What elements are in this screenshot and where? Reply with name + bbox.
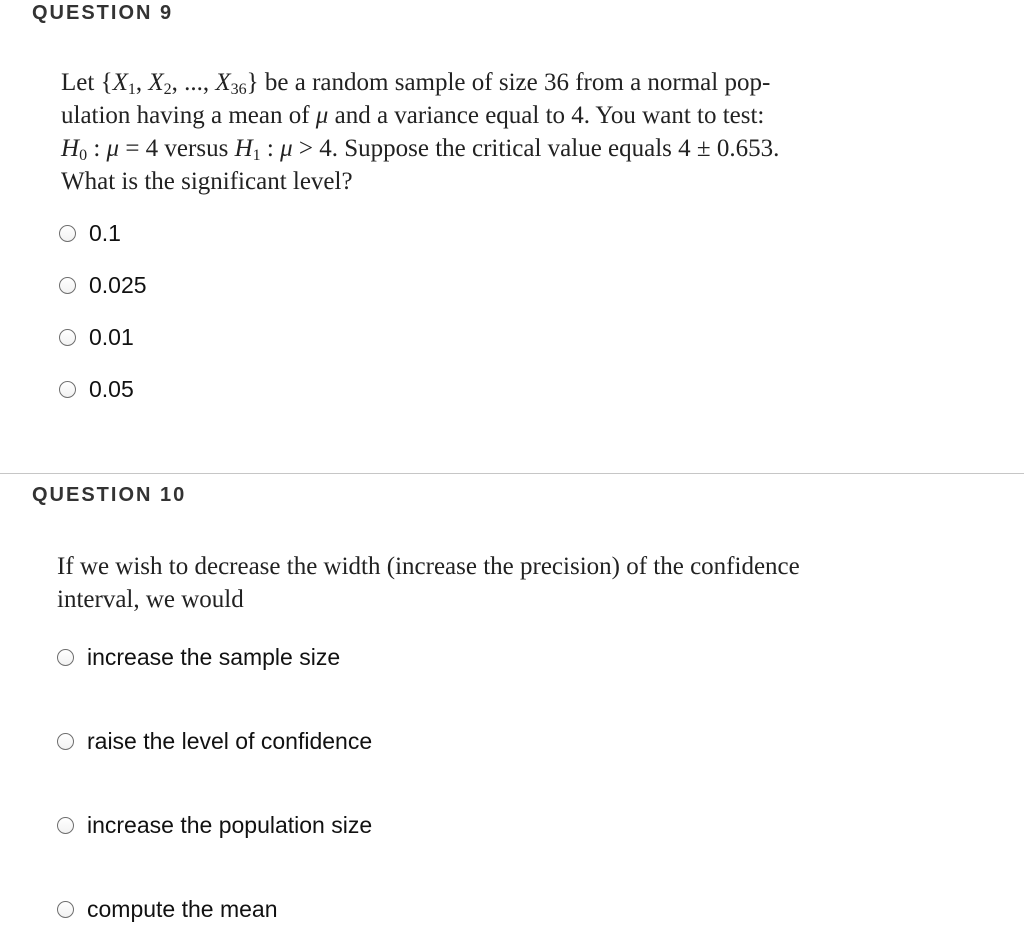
question-9-header: QUESTION 9 — [32, 2, 174, 24]
text-segment: > 4. Suppose the critical value equals 4 ± 0.653. — [292, 135, 780, 162]
question-10-text — [57, 550, 800, 616]
question-10-option-1[interactable] — [57, 644, 340, 671]
option-label: compute the mean — [87, 896, 278, 922]
text-segment: Let { — [61, 69, 113, 96]
section-divider — [0, 473, 1024, 474]
question-10-option-3[interactable] — [57, 812, 372, 839]
question-9-option-2[interactable] — [59, 272, 147, 299]
option-label: increase the population size — [87, 812, 373, 838]
text-segment: ulation having a mean of — [61, 102, 316, 129]
question-10-line-1: If we wish to decrease the width (increase the precision) of the confidence — [57, 553, 800, 580]
question-9-line-2 — [61, 99, 779, 132]
math-symbol: X — [148, 69, 164, 96]
math-symbol: X — [215, 69, 231, 96]
math-symbol: μ — [315, 102, 329, 129]
question-9-option-1[interactable] — [59, 220, 121, 247]
radio-button[interactable] — [59, 225, 76, 242]
option-label: 0.025 — [89, 272, 147, 298]
radio-button[interactable] — [59, 381, 76, 398]
radio-button[interactable] — [57, 733, 74, 750]
text-segment: , ..., — [171, 69, 216, 96]
radio-button[interactable] — [57, 649, 74, 666]
question-9-option-4[interactable] — [59, 376, 134, 403]
math-subscript: 1 — [127, 81, 136, 98]
text-segment: : — [260, 135, 281, 162]
option-label: 0.05 — [89, 376, 134, 402]
option-label: increase the sample size — [87, 644, 341, 670]
math-symbol: μ — [106, 135, 120, 162]
math-symbol: H — [234, 135, 253, 162]
question-9-line-3 — [61, 132, 779, 165]
text-segment: } be a random sample of size 36 from a normal pop- — [246, 69, 771, 96]
question-10-option-2[interactable] — [57, 728, 372, 755]
question-9-line-1 — [61, 66, 779, 99]
question-9-line-4: What is the significant level? — [61, 168, 353, 195]
text-segment: = 4 versus — [119, 135, 235, 162]
math-symbol: μ — [280, 135, 293, 162]
text-segment: , — [135, 69, 149, 96]
question-10-line-2: interval, we would — [57, 586, 244, 613]
math-subscript: 2 — [163, 81, 172, 98]
radio-button[interactable] — [59, 329, 76, 346]
question-9-option-3[interactable] — [59, 324, 134, 351]
math-subscript: 0 — [79, 147, 88, 164]
radio-button[interactable] — [57, 901, 74, 918]
math-symbol: H — [61, 135, 80, 162]
math-subscript: 1 — [252, 147, 261, 164]
question-9-text — [61, 66, 779, 198]
radio-button[interactable] — [57, 817, 74, 834]
text-segment: : — [87, 135, 107, 162]
math-subscript: 36 — [230, 81, 247, 98]
question-10-option-4[interactable] — [57, 896, 278, 923]
radio-button[interactable] — [59, 277, 76, 294]
math-symbol: X — [112, 69, 128, 96]
option-label: 0.1 — [89, 220, 121, 246]
option-label: raise the level of confidence — [87, 728, 373, 754]
question-10-header: QUESTION 10 — [32, 484, 187, 506]
text-segment: and a variance equal to 4. You want to test: — [328, 102, 765, 129]
option-label: 0.01 — [89, 324, 134, 350]
